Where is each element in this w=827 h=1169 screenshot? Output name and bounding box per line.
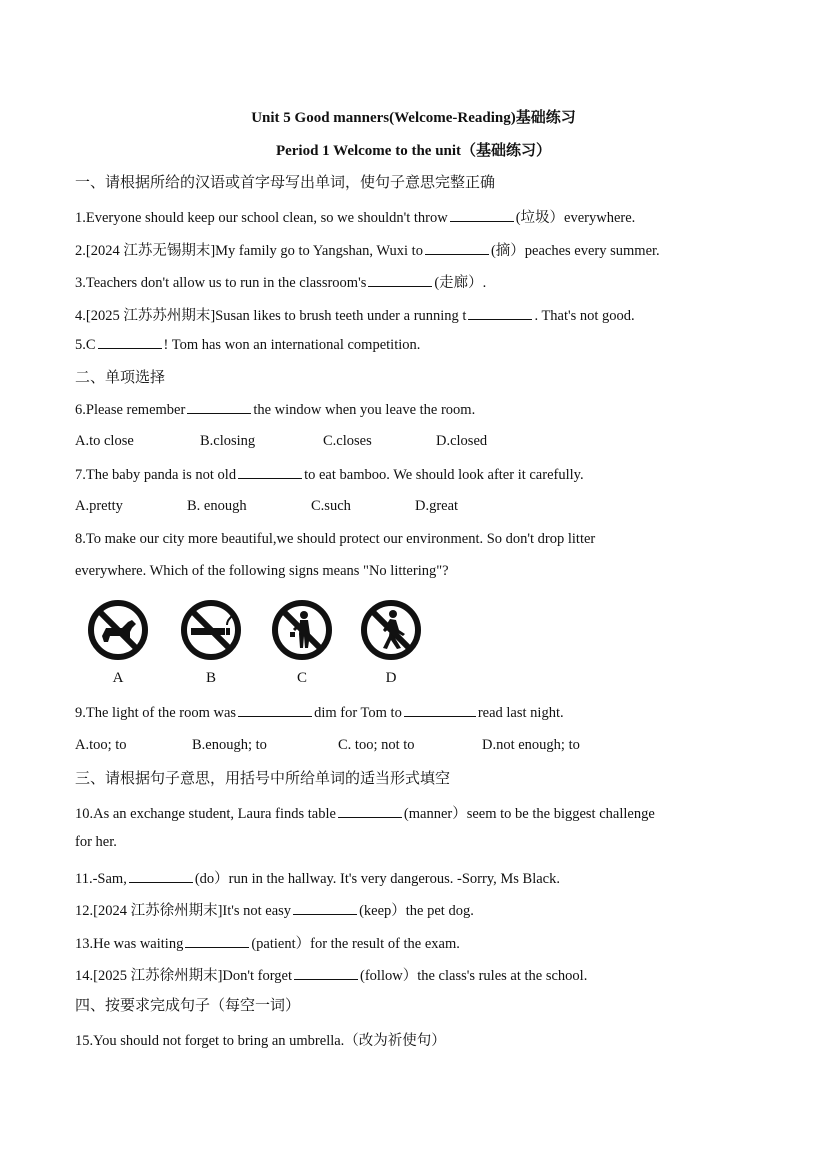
answer-blank[interactable] (450, 209, 514, 222)
option-b[interactable]: B.enough; to (192, 737, 267, 753)
no-walking-icon[interactable] (359, 598, 423, 662)
question-12: 12.[2024 江苏徐州期末]It's not easy (keep）the pet dog. (75, 903, 474, 919)
answer-blank[interactable] (238, 466, 302, 479)
question-10-cont: for her. (75, 834, 117, 850)
question-13: 13.He was waiting (patient）for the result of the exam. (75, 936, 460, 952)
sign-label-d: D (385, 670, 397, 686)
option-a[interactable]: A.pretty (75, 498, 123, 514)
option-c[interactable]: C.closes (323, 433, 372, 449)
answer-blank[interactable] (294, 967, 358, 980)
no-smoking-icon[interactable] (179, 598, 243, 662)
section-heading-2: 二、单项选择 (75, 368, 166, 386)
answer-blank[interactable] (238, 704, 312, 717)
question-11: 11.-Sam, (do）run in the hallway. It's very dangerous. -Sorry, Ms Black. (75, 871, 560, 887)
answer-blank[interactable] (293, 902, 357, 915)
option-b[interactable]: B. enough (187, 498, 247, 514)
question-10: 10.As an exchange student, Laura finds table (manner）seem to be the biggest challenge (75, 806, 655, 822)
page-subtitle: Period 1 Welcome to the unit（基础练习） (275, 143, 552, 159)
answer-blank[interactable] (129, 870, 193, 883)
answer-blank[interactable] (368, 274, 432, 287)
sign-label-b: B (205, 670, 216, 686)
answer-blank[interactable] (425, 242, 489, 255)
option-d[interactable]: D.closed (436, 433, 488, 449)
question-1: 1.Everyone should keep our school clean, so we shouldn't throw (垃圾）everywhere. (75, 210, 636, 226)
sign-label-c: C (296, 670, 307, 686)
answer-blank[interactable] (404, 704, 476, 717)
option-d[interactable]: D.not enough; to (482, 737, 580, 753)
answer-blank[interactable] (185, 935, 249, 948)
section-heading-1: 一、请根据所给的汉语或首字母写出单词，使句子意思完整正确 (75, 173, 496, 191)
question-5: 5.C ! Tom has won an international competition. (75, 337, 421, 353)
option-a[interactable]: A.to close (75, 433, 134, 449)
answer-blank[interactable] (468, 307, 532, 320)
question-2: 2.[2024 江苏无锡期末]My family go to Yangshan, Wuxi to (摘）peaches every summer. (75, 243, 660, 259)
option-d[interactable]: D.great (415, 498, 459, 514)
question-3: 3.Teachers don't allow us to run in the classroom's (走廊）. (75, 275, 487, 291)
option-a[interactable]: A.too; to (75, 737, 127, 753)
answer-blank[interactable] (187, 401, 251, 414)
question-8-cont: everywhere. Which of the following signs means "No littering"? (75, 563, 449, 579)
question-4: 4.[2025 江苏苏州期末]Susan likes to brush teeth under a running t . That's not good. (75, 308, 635, 324)
option-b[interactable]: B.closing (200, 433, 256, 449)
answer-blank[interactable] (338, 805, 402, 818)
sign-label-a: A (112, 670, 124, 686)
question-14: 14.[2025 江苏徐州期末]Don't forget (follow）the class's rules at the school. (75, 968, 588, 984)
question-7: 7.The baby panda is not old to eat bamboo. We should look after it carefully. (75, 467, 584, 483)
section-heading-4: 四、按要求完成句子（每空一词） (75, 996, 301, 1014)
no-littering-icon[interactable] (270, 598, 334, 662)
question-15: 15.You should not forget to bring an umbrella.（改为祈使句） (75, 1033, 446, 1049)
question-6: 6.Please remember the window when you leave the room. (75, 402, 476, 418)
question-8: 8.To make our city more beautiful,we should protect our environment. So don't drop litter (75, 531, 596, 547)
no-dogs-icon[interactable] (86, 598, 150, 662)
answer-blank[interactable] (98, 336, 162, 349)
option-c[interactable]: C.such (311, 498, 351, 514)
section-heading-3: 三、请根据句子意思，用括号中所给单词的适当形式填空 (75, 769, 451, 787)
question-9: 9.The light of the room was dim for Tom to read last night. (75, 705, 564, 721)
page-title: Unit 5 Good manners(Welcome-Reading)基础练习 (251, 110, 576, 126)
option-c[interactable]: C. too; not to (338, 737, 415, 753)
